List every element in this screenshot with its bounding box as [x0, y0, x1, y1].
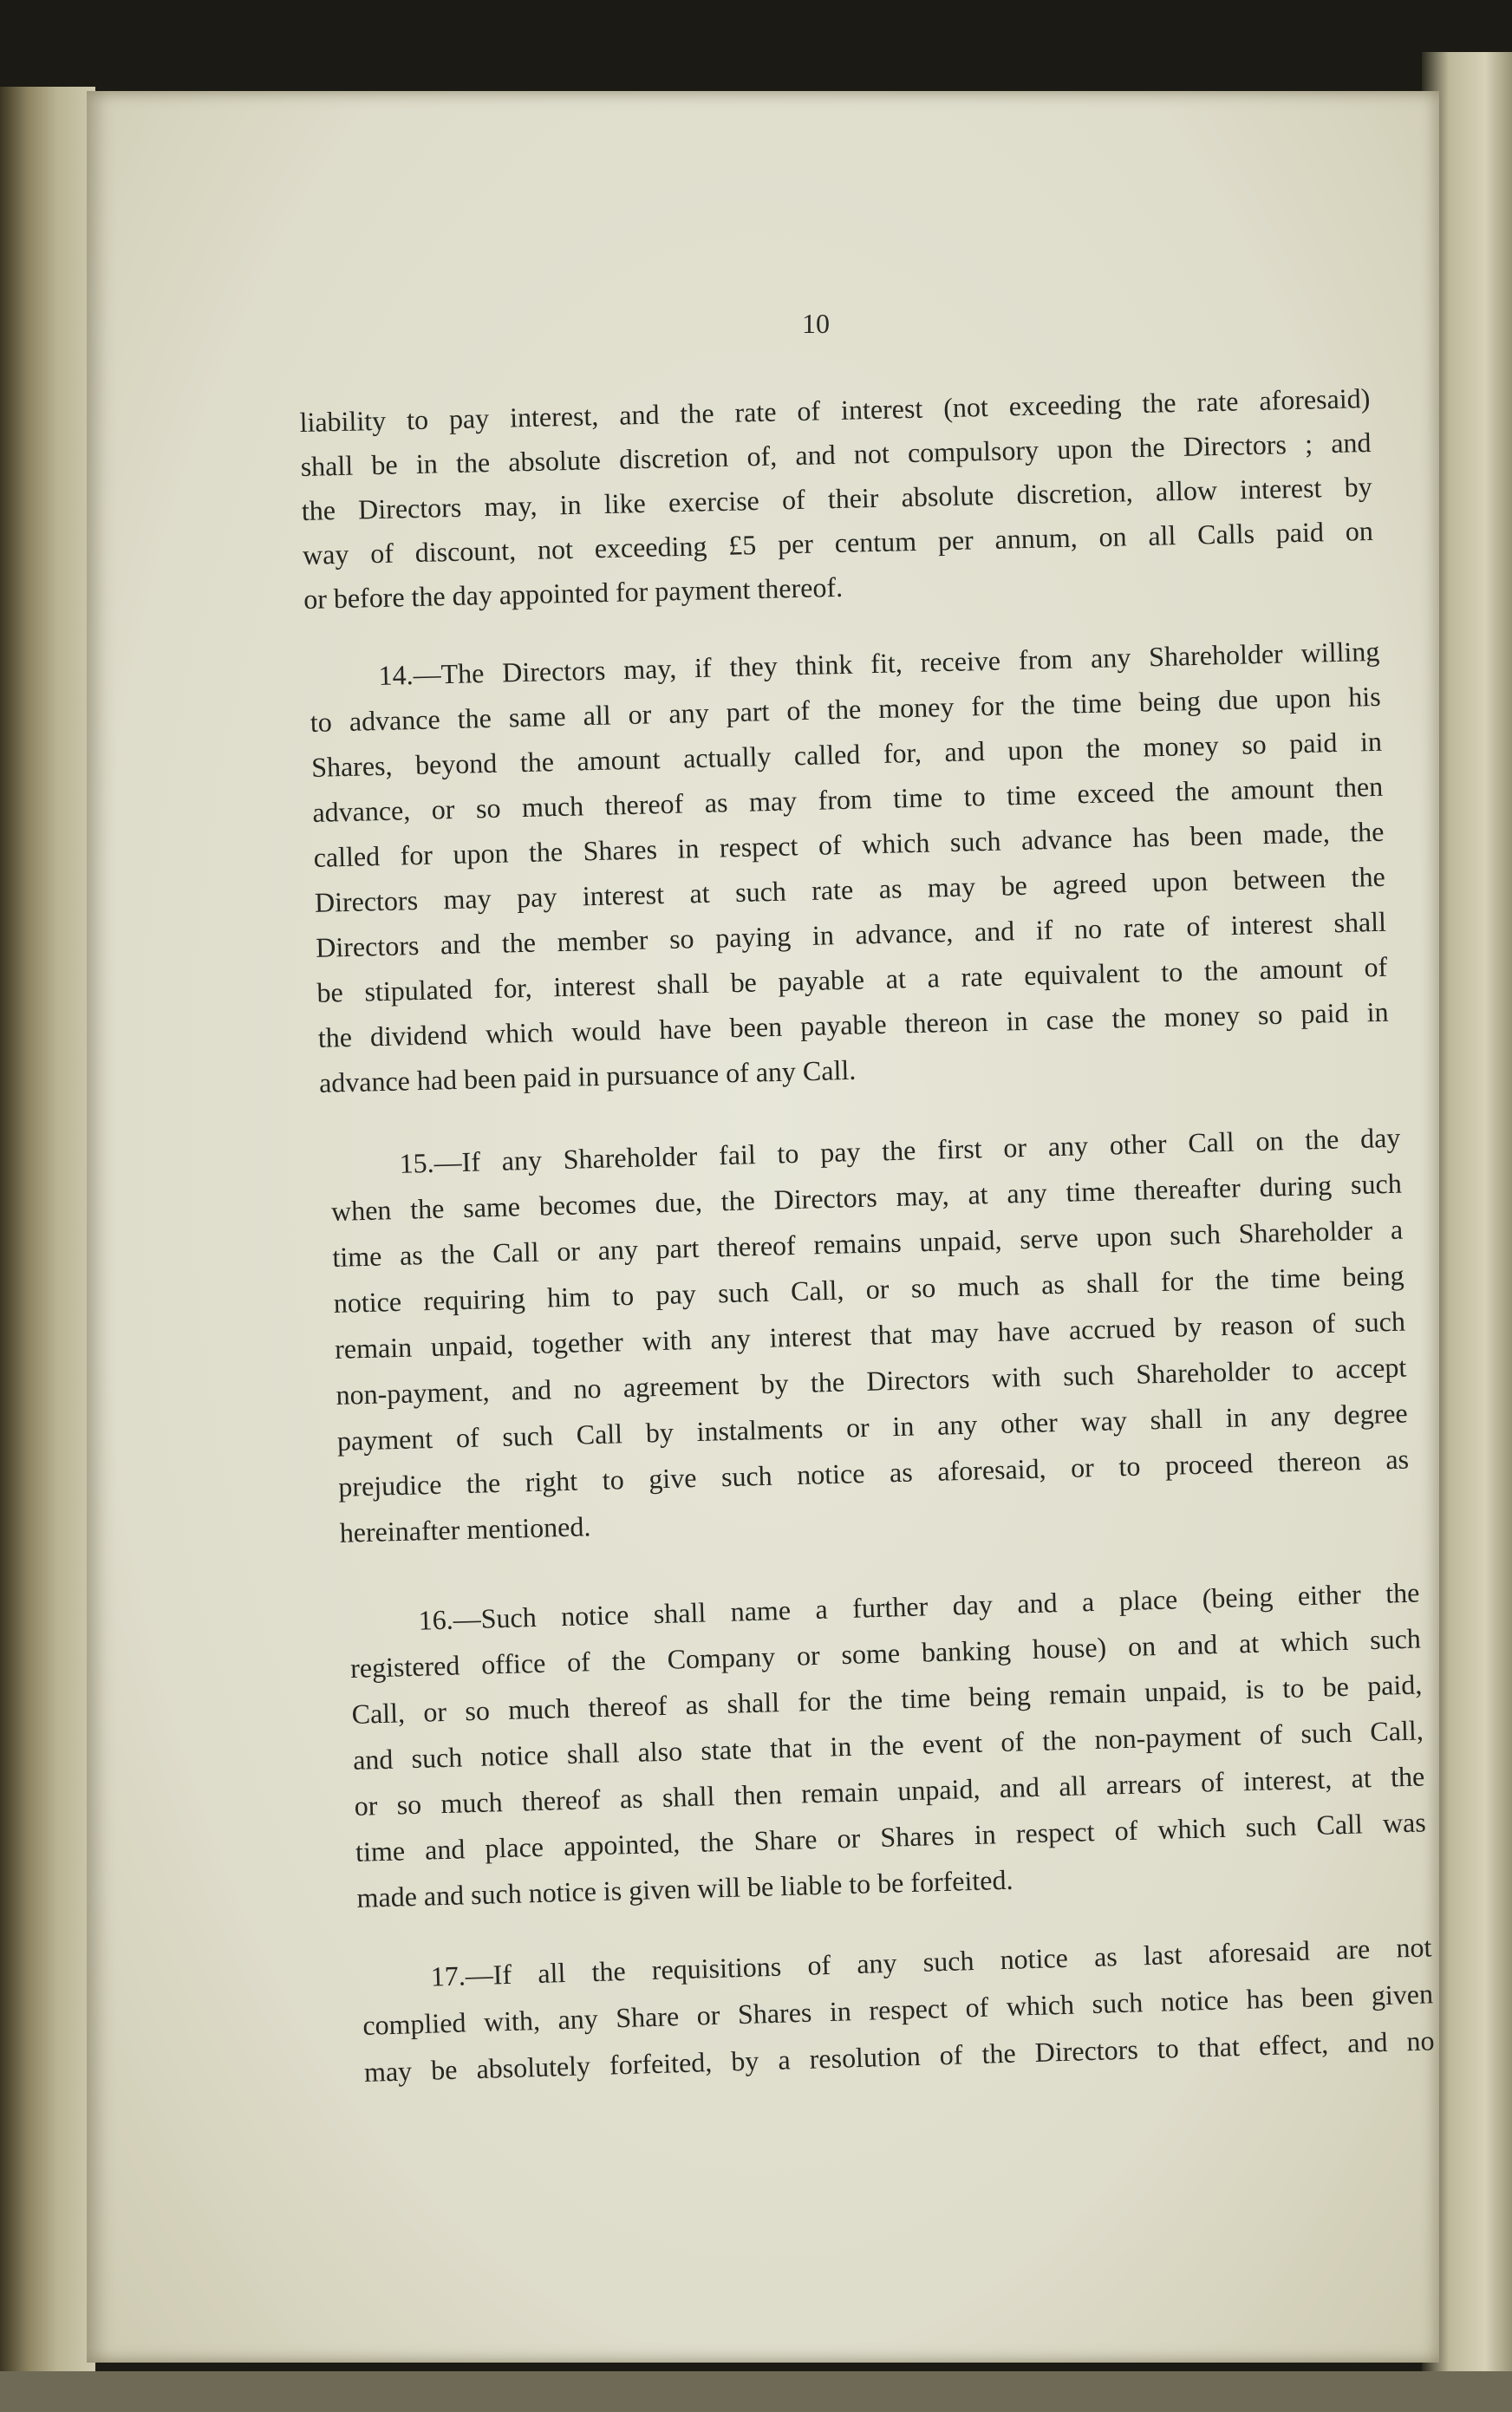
- paragraph-15: [329, 1115, 1411, 1556]
- text-line: advance, or so much thereof as may from time to time exceed the amount then: [312, 770, 1384, 828]
- paragraph-16: [349, 1570, 1428, 1921]
- text-line: time and place appointed, the Share or Shares in respect of which such Call was: [355, 1806, 1427, 1868]
- text-line: when the same becomes due, the Directors may, at any time thereafter during such: [330, 1167, 1403, 1227]
- text-line: complied with, any Share or Shares in respect of which such notice has been given: [362, 1978, 1434, 2041]
- text-line: 14.—The Directors may, if they think fit, receive from any Shareholder willing: [378, 635, 1380, 692]
- paragraph-13-continuation: [299, 376, 1374, 622]
- text-line: Call, or so much thereof as shall for the time being remain unpaid, is to be paid,: [351, 1668, 1423, 1730]
- text-line: shall be in the absolute discretion of, and not compulsory upon the Directors ; and: [300, 426, 1372, 482]
- book-binding: [0, 87, 95, 2376]
- text-line: 16.—Such notice shall name a further day and a place (being either the: [418, 1576, 1420, 1636]
- text-line: time as the Call or any part thereof remains unpaid, serve upon such Shareholder a: [331, 1213, 1404, 1273]
- text-line: the dividend which would have been payable thereon in case the money so paid in: [317, 995, 1389, 1053]
- text-line: or so much thereof as shall then remain unpaid, and all arrears of interest, at the: [354, 1760, 1425, 1822]
- text-line: Directors may pay interest at such rate as may be agreed upon between the: [314, 860, 1386, 918]
- text-line: or before the day appointed for payment thereof.: [303, 570, 844, 615]
- text-line: the Directors may, in like exercise of their absolute discretion, allow interest by: [301, 470, 1372, 526]
- text-line: way of discount, not exceeding £5 per centum per annum, on all Calls paid on: [302, 514, 1374, 570]
- text-line: notice requiring him to pay such Call, or so much as shall for the time being: [333, 1259, 1404, 1319]
- text-line: liability to pay interest, and the rate of interest (not exceeding the rate aforesaid): [299, 381, 1371, 438]
- page-number: 10: [802, 308, 830, 339]
- text-line: may be absolutely forfeited, by a resolution of the Directors to that effect, and no: [363, 2024, 1435, 2088]
- text-line: 15.—If any Shareholder fail to pay the first or any other Call on the day: [399, 1121, 1401, 1179]
- text-line: be stipulated for, interest shall be payable at a rate equivalent to the amount of: [316, 950, 1388, 1008]
- text-line: prejudice the right to give such notice as aforesaid, or to proceed thereon as: [337, 1443, 1410, 1503]
- text-line: remain unpaid, together with any interest that may have accrued by reason of such: [334, 1305, 1406, 1365]
- text-line: to advance the same all or any part of the money for the time being due upon his: [310, 680, 1381, 738]
- paragraph-14: [309, 629, 1390, 1105]
- text-line: advance had been paid in pursuance of any Call.: [318, 1053, 857, 1098]
- text-line: Directors and the member so paying in advance, and if no rate of interest shall: [315, 905, 1387, 963]
- text-line: registered office of the Company or some banking house) on and at which such: [349, 1622, 1422, 1684]
- text-line: made and such notice is given will be liable to be forfeited.: [356, 1863, 1013, 1913]
- scanner-background: [0, 2371, 1512, 2412]
- text-line: Shares, beyond the amount actually called for, and upon the money so paid in: [310, 725, 1383, 783]
- text-line: payment of such Call by instalments or in any other way shall in any degree: [336, 1397, 1409, 1457]
- text-line: and such notice shall also state that in the event of the non-payment of such Call,: [352, 1714, 1424, 1776]
- text-line: hereinafter mentioned.: [339, 1510, 591, 1548]
- text-line: called for upon the Shares in respect of which such advance has been made, the: [313, 815, 1385, 873]
- text-line: 17.—If all the requisitions of any such notice as last aforesaid are not: [430, 1931, 1432, 1992]
- text-line: non-payment, and no agreement by the Directors with such Shareholder to accept: [336, 1351, 1407, 1411]
